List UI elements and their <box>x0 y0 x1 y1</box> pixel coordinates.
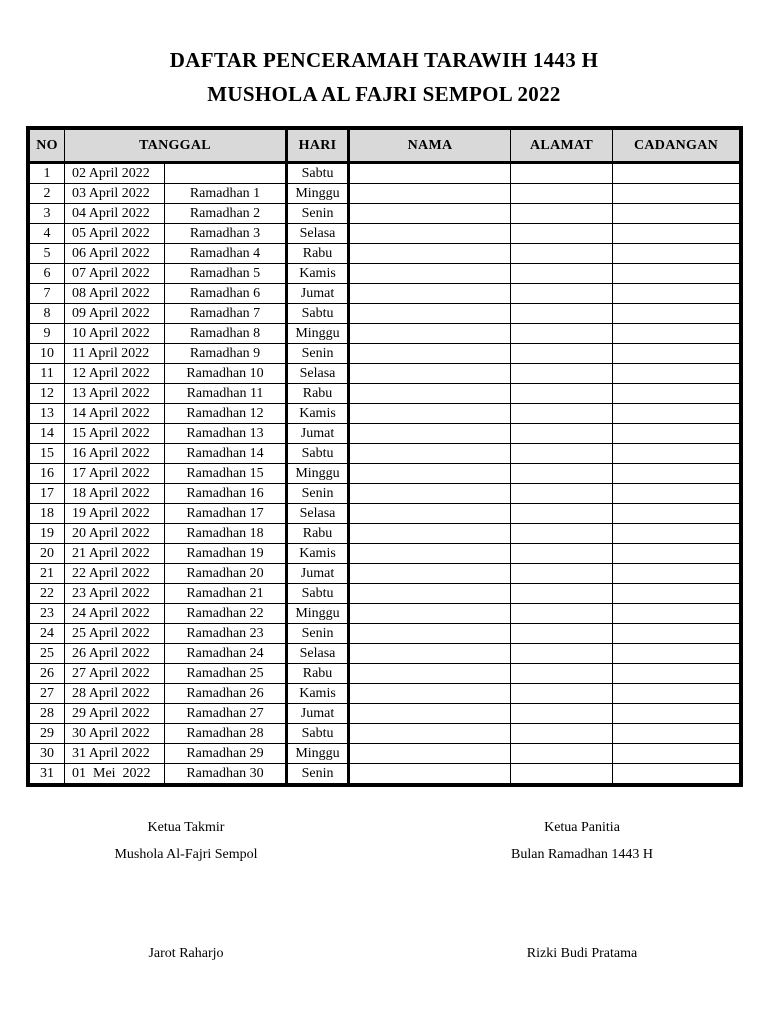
right-signature-role: Ketua Panitia <box>544 820 620 835</box>
table-row <box>30 424 740 444</box>
cell-date: 25 April 2022 <box>65 624 165 644</box>
cell-date: 15 April 2022 <box>65 424 165 444</box>
cell-ramadhan: Ramadhan 5 <box>165 264 287 284</box>
cell-date: 27 April 2022 <box>65 664 165 684</box>
cell-nama <box>349 304 511 324</box>
cell-day: Sabtu <box>287 724 349 744</box>
cell-alamat <box>511 204 613 224</box>
table-row <box>30 644 740 664</box>
cell-nama <box>349 644 511 664</box>
table-row <box>30 264 740 284</box>
cell-nama <box>349 704 511 724</box>
cell-cadangan <box>613 224 740 244</box>
cell-cadangan <box>613 444 740 464</box>
cell-nama <box>349 344 511 364</box>
schedule-table <box>26 126 743 787</box>
cell-ramadhan: Ramadhan 27 <box>165 704 287 724</box>
table-row <box>30 564 740 584</box>
cell-date: 12 April 2022 <box>65 364 165 384</box>
table-row <box>30 744 740 764</box>
cell-nama <box>349 564 511 584</box>
cell-day: Jumat <box>287 564 349 584</box>
cell-cadangan <box>613 664 740 684</box>
cell-alamat <box>511 163 613 184</box>
cell-alamat <box>511 604 613 624</box>
left-signature-role: Ketua Takmir <box>147 820 225 835</box>
cell-date: 04 April 2022 <box>65 204 165 224</box>
table-row <box>30 444 740 464</box>
cell-ramadhan: Ramadhan 1 <box>165 184 287 204</box>
cell-ramadhan: Ramadhan 19 <box>165 544 287 564</box>
cell-ramadhan: Ramadhan 24 <box>165 644 287 664</box>
table-row <box>30 364 740 384</box>
cell-nama <box>349 163 511 184</box>
table-row <box>30 184 740 204</box>
cell-nama <box>349 324 511 344</box>
cell-nama <box>349 764 511 784</box>
cell-nama <box>349 544 511 564</box>
cell-cadangan <box>613 264 740 284</box>
cell-nama <box>349 184 511 204</box>
cell-nama <box>349 424 511 444</box>
cell-date: 09 April 2022 <box>65 304 165 324</box>
header-hari: HARI <box>287 130 349 163</box>
cell-day: Selasa <box>287 364 349 384</box>
cell-day: Sabtu <box>287 163 349 184</box>
cell-cadangan <box>613 384 740 404</box>
cell-cadangan <box>613 644 740 664</box>
cell-day: Kamis <box>287 544 349 564</box>
cell-no: 7 <box>30 284 65 304</box>
cell-date: 18 April 2022 <box>65 484 165 504</box>
cell-cadangan <box>613 324 740 344</box>
table-row <box>30 204 740 224</box>
table-row <box>30 163 740 184</box>
cell-ramadhan: Ramadhan 30 <box>165 764 287 784</box>
cell-date: 20 April 2022 <box>65 524 165 544</box>
cell-alamat <box>511 624 613 644</box>
cell-alamat <box>511 584 613 604</box>
cell-cadangan <box>613 704 740 724</box>
cell-date: 21 April 2022 <box>65 544 165 564</box>
document-subtitle: MUSHOLA AL FAJRI SEMPOL 2022 <box>207 82 561 106</box>
cell-day: Senin <box>287 344 349 364</box>
cell-cadangan <box>613 284 740 304</box>
cell-no: 9 <box>30 324 65 344</box>
cell-date: 23 April 2022 <box>65 584 165 604</box>
cell-nama <box>349 264 511 284</box>
cell-date: 06 April 2022 <box>65 244 165 264</box>
cell-nama <box>349 464 511 484</box>
cell-ramadhan: Ramadhan 4 <box>165 244 287 264</box>
table-row <box>30 244 740 264</box>
cell-alamat <box>511 284 613 304</box>
cell-ramadhan <box>165 163 287 184</box>
cell-date: 29 April 2022 <box>65 704 165 724</box>
cell-alamat <box>511 504 613 524</box>
cell-no: 8 <box>30 304 65 324</box>
cell-no: 30 <box>30 744 65 764</box>
cell-day: Senin <box>287 484 349 504</box>
cell-no: 21 <box>30 564 65 584</box>
cell-date: 17 April 2022 <box>65 464 165 484</box>
cell-ramadhan: Ramadhan 12 <box>165 404 287 424</box>
cell-alamat <box>511 564 613 584</box>
cell-alamat <box>511 724 613 744</box>
cell-day: Sabtu <box>287 584 349 604</box>
cell-no: 4 <box>30 224 65 244</box>
cell-ramadhan: Ramadhan 10 <box>165 364 287 384</box>
cell-no: 27 <box>30 684 65 704</box>
cell-date: 28 April 2022 <box>65 684 165 704</box>
cell-nama <box>349 484 511 504</box>
cell-alamat <box>511 744 613 764</box>
cell-ramadhan: Ramadhan 22 <box>165 604 287 624</box>
cell-no: 26 <box>30 664 65 684</box>
cell-no: 11 <box>30 364 65 384</box>
table-row <box>30 684 740 704</box>
cell-nama <box>349 504 511 524</box>
table-row <box>30 384 740 404</box>
cell-cadangan <box>613 404 740 424</box>
cell-nama <box>349 664 511 684</box>
cell-cadangan <box>613 764 740 784</box>
cell-alamat <box>511 344 613 364</box>
table-row <box>30 724 740 744</box>
cell-day: Sabtu <box>287 304 349 324</box>
cell-alamat <box>511 524 613 544</box>
table-row <box>30 544 740 564</box>
cell-day: Senin <box>287 204 349 224</box>
cell-nama <box>349 444 511 464</box>
cell-day: Selasa <box>287 644 349 664</box>
cell-day: Rabu <box>287 244 349 264</box>
cell-cadangan <box>613 724 740 744</box>
cell-alamat <box>511 264 613 284</box>
left-signature-name: Jarot Raharjo <box>148 946 224 961</box>
cell-nama <box>349 724 511 744</box>
cell-alamat <box>511 764 613 784</box>
header-no: NO <box>30 130 65 163</box>
cell-ramadhan: Ramadhan 29 <box>165 744 287 764</box>
cell-date: 16 April 2022 <box>65 444 165 464</box>
table-row <box>30 584 740 604</box>
cell-day: Minggu <box>287 184 349 204</box>
cell-no: 16 <box>30 464 65 484</box>
cell-alamat <box>511 444 613 464</box>
cell-alamat <box>511 244 613 264</box>
cell-day: Selasa <box>287 224 349 244</box>
cell-no: 18 <box>30 504 65 524</box>
cell-ramadhan: Ramadhan 18 <box>165 524 287 544</box>
table-row <box>30 404 740 424</box>
cell-ramadhan: Ramadhan 20 <box>165 564 287 584</box>
cell-date: 22 April 2022 <box>65 564 165 584</box>
cell-cadangan <box>613 344 740 364</box>
right-signature-org: Bulan Ramadhan 1443 H <box>511 847 653 862</box>
cell-day: Minggu <box>287 744 349 764</box>
cell-cadangan <box>613 304 740 324</box>
cell-alamat <box>511 404 613 424</box>
cell-cadangan <box>613 424 740 444</box>
table-row <box>30 224 740 244</box>
cell-alamat <box>511 304 613 324</box>
cell-date: 11 April 2022 <box>65 344 165 364</box>
table-row <box>30 664 740 684</box>
cell-no: 17 <box>30 484 65 504</box>
cell-date: 02 April 2022 <box>65 163 165 184</box>
cell-no: 24 <box>30 624 65 644</box>
cell-ramadhan: Ramadhan 14 <box>165 444 287 464</box>
cell-cadangan <box>613 604 740 624</box>
cell-date: 07 April 2022 <box>65 264 165 284</box>
cell-alamat <box>511 184 613 204</box>
cell-alamat <box>511 644 613 664</box>
cell-no: 6 <box>30 264 65 284</box>
cell-nama <box>349 284 511 304</box>
cell-day: Rabu <box>287 524 349 544</box>
cell-cadangan <box>613 163 740 184</box>
cell-ramadhan: Ramadhan 6 <box>165 284 287 304</box>
cell-no: 10 <box>30 344 65 364</box>
cell-date: 01 Mei 2022 <box>65 764 165 784</box>
header-tanggal: TANGGAL <box>65 130 287 163</box>
table-row <box>30 464 740 484</box>
table-row <box>30 484 740 504</box>
table-body <box>30 163 740 784</box>
cell-date: 03 April 2022 <box>65 184 165 204</box>
cell-ramadhan: Ramadhan 3 <box>165 224 287 244</box>
cell-no: 22 <box>30 584 65 604</box>
cell-date: 26 April 2022 <box>65 644 165 664</box>
cell-nama <box>349 224 511 244</box>
cell-nama <box>349 244 511 264</box>
cell-date: 30 April 2022 <box>65 724 165 744</box>
table-row <box>30 304 740 324</box>
cell-cadangan <box>613 364 740 384</box>
cell-day: Kamis <box>287 684 349 704</box>
table-header-row <box>30 130 740 163</box>
cell-date: 14 April 2022 <box>65 404 165 424</box>
cell-day: Minggu <box>287 464 349 484</box>
cell-day: Senin <box>287 764 349 784</box>
cell-date: 24 April 2022 <box>65 604 165 624</box>
table-row <box>30 524 740 544</box>
cell-no: 1 <box>30 163 65 184</box>
cell-no: 28 <box>30 704 65 724</box>
cell-date: 08 April 2022 <box>65 284 165 304</box>
cell-day: Jumat <box>287 424 349 444</box>
cell-ramadhan: Ramadhan 7 <box>165 304 287 324</box>
cell-no: 5 <box>30 244 65 264</box>
cell-cadangan <box>613 464 740 484</box>
cell-alamat <box>511 664 613 684</box>
cell-date: 05 April 2022 <box>65 224 165 244</box>
cell-nama <box>349 684 511 704</box>
table-row <box>30 764 740 784</box>
cell-day: Rabu <box>287 384 349 404</box>
cell-cadangan <box>613 544 740 564</box>
cell-ramadhan: Ramadhan 13 <box>165 424 287 444</box>
cell-alamat <box>511 364 613 384</box>
left-signature-org: Mushola Al-Fajri Sempol <box>114 847 258 862</box>
cell-date: 19 April 2022 <box>65 504 165 524</box>
cell-alamat <box>511 484 613 504</box>
header-nama: NAMA <box>349 130 511 163</box>
cell-nama <box>349 384 511 404</box>
cell-ramadhan: Ramadhan 25 <box>165 664 287 684</box>
cell-cadangan <box>613 584 740 604</box>
cell-day: Kamis <box>287 264 349 284</box>
cell-date: 13 April 2022 <box>65 384 165 404</box>
cell-nama <box>349 364 511 384</box>
cell-ramadhan: Ramadhan 8 <box>165 324 287 344</box>
document-title: DAFTAR PENCERAMAH TARAWIH 1443 H <box>169 48 599 72</box>
cell-no: 23 <box>30 604 65 624</box>
cell-nama <box>349 624 511 644</box>
cell-no: 2 <box>30 184 65 204</box>
right-signature-name: Rizki Budi Pratama <box>526 946 638 961</box>
cell-nama <box>349 404 511 424</box>
cell-no: 31 <box>30 764 65 784</box>
cell-cadangan <box>613 504 740 524</box>
cell-no: 14 <box>30 424 65 444</box>
cell-ramadhan: Ramadhan 11 <box>165 384 287 404</box>
table-row <box>30 344 740 364</box>
cell-cadangan <box>613 484 740 504</box>
table-row <box>30 324 740 344</box>
cell-cadangan <box>613 204 740 224</box>
cell-alamat <box>511 464 613 484</box>
cell-ramadhan: Ramadhan 17 <box>165 504 287 524</box>
cell-no: 19 <box>30 524 65 544</box>
cell-cadangan <box>613 564 740 584</box>
cell-nama <box>349 524 511 544</box>
header-alamat: ALAMAT <box>511 130 613 163</box>
cell-nama <box>349 604 511 624</box>
cell-date: 10 April 2022 <box>65 324 165 344</box>
cell-no: 13 <box>30 404 65 424</box>
cell-no: 25 <box>30 644 65 664</box>
cell-ramadhan: Ramadhan 23 <box>165 624 287 644</box>
table-row <box>30 624 740 644</box>
header-cadangan: CADANGAN <box>613 130 740 163</box>
cell-day: Jumat <box>287 284 349 304</box>
cell-no: 3 <box>30 204 65 224</box>
cell-day: Senin <box>287 624 349 644</box>
cell-day: Minggu <box>287 604 349 624</box>
cell-no: 29 <box>30 724 65 744</box>
cell-cadangan <box>613 244 740 264</box>
cell-alamat <box>511 704 613 724</box>
cell-day: Jumat <box>287 704 349 724</box>
cell-alamat <box>511 544 613 564</box>
cell-ramadhan: Ramadhan 28 <box>165 724 287 744</box>
cell-alamat <box>511 324 613 344</box>
cell-nama <box>349 204 511 224</box>
table-row <box>30 284 740 304</box>
cell-ramadhan: Ramadhan 2 <box>165 204 287 224</box>
cell-date: 31 April 2022 <box>65 744 165 764</box>
cell-ramadhan: Ramadhan 15 <box>165 464 287 484</box>
cell-day: Selasa <box>287 504 349 524</box>
cell-cadangan <box>613 184 740 204</box>
cell-cadangan <box>613 684 740 704</box>
table-row <box>30 604 740 624</box>
cell-nama <box>349 584 511 604</box>
cell-alamat <box>511 424 613 444</box>
table-row <box>30 504 740 524</box>
cell-cadangan <box>613 744 740 764</box>
cell-day: Sabtu <box>287 444 349 464</box>
cell-cadangan <box>613 624 740 644</box>
cell-day: Rabu <box>287 664 349 684</box>
cell-alamat <box>511 224 613 244</box>
cell-ramadhan: Ramadhan 16 <box>165 484 287 504</box>
cell-day: Minggu <box>287 324 349 344</box>
cell-cadangan <box>613 524 740 544</box>
cell-alamat <box>511 684 613 704</box>
cell-no: 12 <box>30 384 65 404</box>
table-row <box>30 704 740 724</box>
cell-ramadhan: Ramadhan 26 <box>165 684 287 704</box>
cell-nama <box>349 744 511 764</box>
cell-ramadhan: Ramadhan 9 <box>165 344 287 364</box>
cell-no: 15 <box>30 444 65 464</box>
cell-day: Kamis <box>287 404 349 424</box>
cell-ramadhan: Ramadhan 21 <box>165 584 287 604</box>
cell-alamat <box>511 384 613 404</box>
cell-no: 20 <box>30 544 65 564</box>
